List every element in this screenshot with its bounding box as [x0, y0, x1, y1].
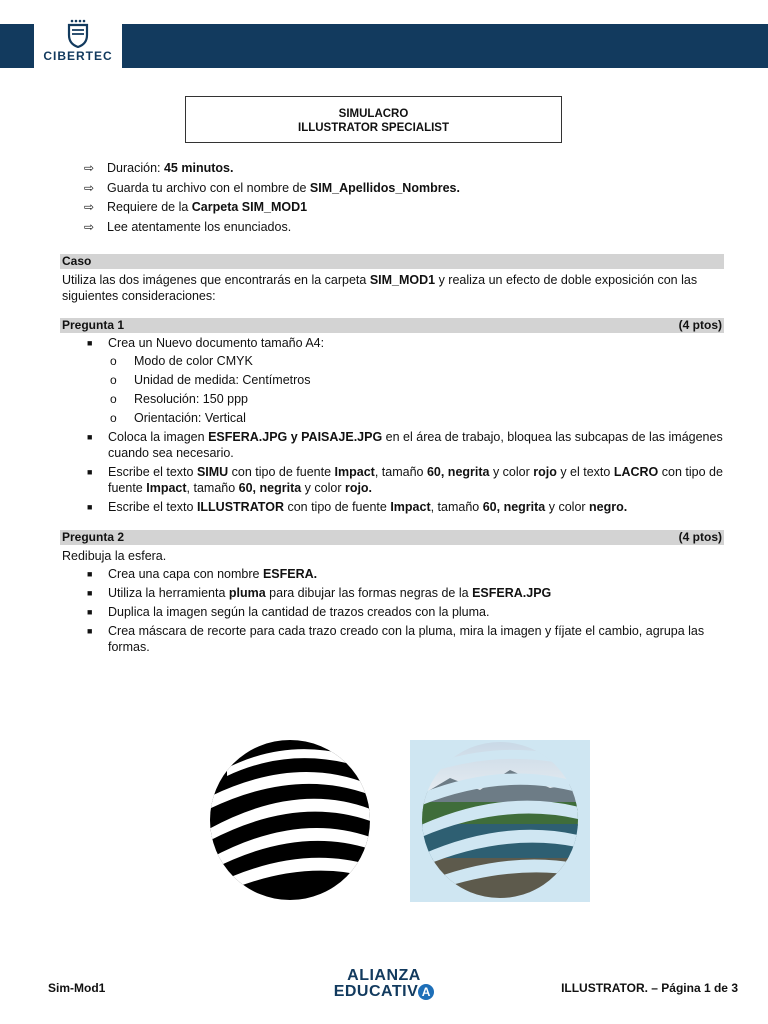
square-bullet-icon: ■	[87, 588, 93, 598]
shield-icon	[63, 18, 93, 48]
pregunta1-points: (4 ptos)	[678, 318, 722, 332]
list-item: ■ Utiliza la herramienta pluma para dibujar las formas negras de la ESFERA.JPG	[87, 586, 552, 600]
list-item: ■ Escribe el texto SIMU con tipo de fuente Impact, tamaño 60, negrita y color rojo y el texto LACRO con tipo de fuente Impact, tamaño 60, negrita y color rojo.	[87, 465, 723, 495]
square-bullet-icon: ■	[87, 432, 93, 442]
arrow-icon: ⇨	[84, 161, 95, 175]
caso-header: Caso	[60, 254, 724, 269]
list-item: ■ Duplica la imagen según la cantidad de trazos creados con la pluma.	[87, 605, 490, 619]
list-item: ⇨ Lee atentamente los enunciados.	[84, 219, 292, 234]
title-box	[185, 96, 562, 143]
sphere-stripes-image	[207, 738, 373, 902]
circle-bullet-icon: o	[110, 354, 117, 368]
circle-bullet-icon: o	[110, 392, 117, 406]
pregunta1-list	[60, 335, 724, 515]
square-bullet-icon: ■	[87, 626, 93, 636]
list-item: o Unidad de medida: Centímetros	[110, 373, 311, 387]
title-line1: SIMULACRO	[338, 108, 409, 120]
square-bullet-icon: ■	[87, 338, 93, 348]
list-item: ■ Crea máscara de recorte para cada trazo creado con la pluma, mira la imagen y fíjate el cambio, agrupa las formas.	[87, 624, 705, 654]
list-item: ⇨ Requiere de la Carpeta SIM_MOD1	[84, 200, 308, 214]
example-images	[0, 738, 768, 908]
alianza-educativa-logo	[328, 968, 440, 1000]
logo-a-badge: A	[418, 984, 434, 1000]
pregunta2-header	[60, 530, 724, 545]
list-item: ■ Coloca la imagen ESFERA.JPG y PAISAJE.JPG en el área de trabajo, bloquea las subcapas de las imágenes cuando sea necesario.	[87, 430, 723, 460]
pregunta2-intro: Redibuja la esfera.	[62, 549, 167, 563]
logo-text: CIBERTEC	[43, 49, 113, 63]
arrow-icon: ⇨	[84, 200, 95, 214]
pregunta2-points: (4 ptos)	[678, 530, 722, 544]
pregunta1-sublist	[108, 353, 724, 426]
footer-left-text: Sim-Mod1	[48, 981, 106, 995]
square-bullet-icon: ■	[87, 467, 93, 477]
logo-line2: EDUCATIV A	[328, 984, 440, 1000]
list-item: o Orientación: Vertical	[110, 411, 246, 425]
arrow-icon: ⇨	[84, 180, 95, 195]
list-item: ⇨ Duración: 45 minutos.	[84, 161, 234, 175]
intro-list	[60, 160, 724, 235]
pregunta2-list	[60, 566, 724, 655]
logo-line1: ALIANZA	[347, 967, 421, 984]
square-bullet-icon: ■	[87, 607, 93, 617]
arrow-icon: ⇨	[84, 219, 95, 234]
pregunta1-label: Pregunta 1	[62, 318, 125, 332]
square-bullet-icon: ■	[87, 569, 93, 579]
list-item: o Resolución: 150 ppp	[110, 392, 248, 406]
circle-bullet-icon: o	[110, 373, 117, 387]
caso-text: Utiliza las dos imágenes que encontrarás en la carpeta SIM_MOD1 y realiza un efecto de doble exposición con las siguientes consideraciones:	[62, 273, 698, 303]
sphere-landscape-image	[410, 740, 590, 902]
list-item: o Modo de color CMYK	[110, 354, 253, 368]
circle-bullet-icon: o	[110, 411, 117, 425]
square-bullet-icon: ■	[87, 502, 93, 512]
title-line2: ILLUSTRATOR SPECIALIST	[298, 122, 449, 134]
footer-page-info: ILLUSTRATOR. – Página 1 de 3	[561, 981, 738, 995]
pregunta1-header	[60, 318, 724, 333]
document-content	[60, 160, 724, 658]
list-item: ■ Crea una capa con nombre ESFERA.	[87, 567, 318, 581]
list-item: ■ Escribe el texto ILLUSTRATOR con tipo de fuente Impact, tamaño 60, negrita y color negro.	[87, 500, 628, 514]
list-item: ⇨ Guarda tu archivo con el nombre de SIM_Apellidos_Nombres.	[84, 180, 460, 195]
cibertec-logo	[34, 16, 122, 72]
pregunta2-label: Pregunta 2	[62, 530, 125, 544]
list-item: ■ Crea un Nuevo documento tamaño A4: o Modo de color CMYK o Unidad de medida: Centímetros o Resolución: 150 ppp o Orientación: Vertical	[60, 335, 724, 426]
